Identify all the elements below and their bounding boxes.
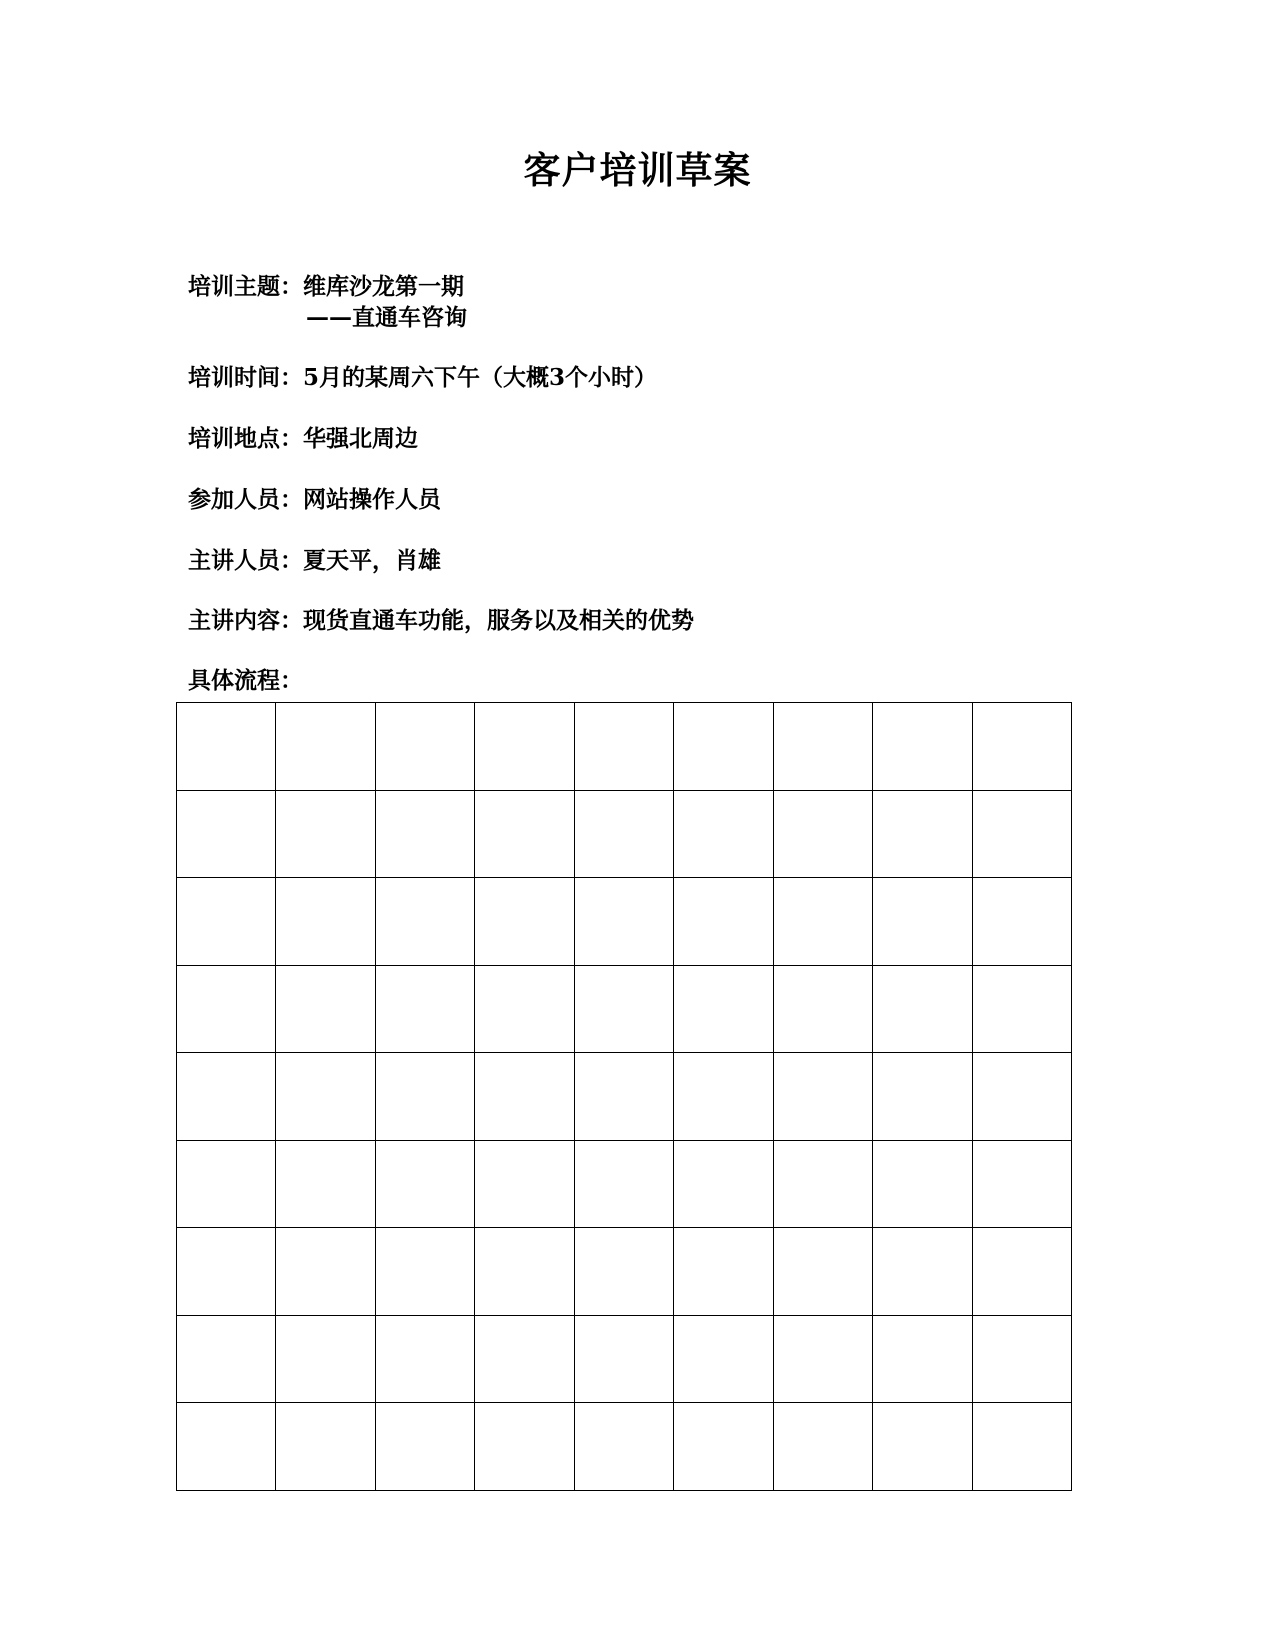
table-cell bbox=[375, 1403, 474, 1491]
table-cell bbox=[276, 1053, 375, 1141]
field-label: 培训时间： bbox=[188, 364, 303, 391]
table-cell bbox=[873, 1403, 972, 1491]
table-cell bbox=[276, 790, 375, 878]
table-cell bbox=[475, 1053, 574, 1141]
table-cell bbox=[475, 1315, 574, 1403]
field-participants bbox=[188, 485, 441, 515]
theme-subtitle: ——直通车咨询 bbox=[306, 304, 467, 331]
table-cell bbox=[375, 965, 474, 1053]
table-cell bbox=[475, 1403, 574, 1491]
table-row bbox=[177, 1053, 1072, 1141]
table-cell bbox=[574, 878, 673, 966]
table-cell bbox=[873, 1140, 972, 1228]
table-row bbox=[177, 1228, 1072, 1316]
table-cell bbox=[674, 1140, 773, 1228]
table-cell bbox=[873, 1315, 972, 1403]
field-value: 现货直通车功能，服务以及相关的优势 bbox=[303, 607, 694, 634]
field-content bbox=[188, 606, 694, 636]
table-cell bbox=[276, 1140, 375, 1228]
field-training-theme bbox=[188, 272, 464, 302]
table-row bbox=[177, 965, 1072, 1053]
table-cell bbox=[574, 1228, 673, 1316]
document-title: 客户培训草案 bbox=[523, 148, 752, 192]
table-cell bbox=[674, 1053, 773, 1141]
field-value: 华强北周边 bbox=[303, 425, 418, 452]
table-cell bbox=[574, 1403, 673, 1491]
table-row bbox=[177, 1315, 1072, 1403]
table-cell bbox=[972, 1140, 1072, 1228]
table-cell bbox=[177, 1315, 276, 1403]
field-label: 主讲内容： bbox=[188, 607, 303, 634]
table-cell bbox=[574, 1315, 673, 1403]
table-cell bbox=[773, 1053, 872, 1141]
table-cell bbox=[972, 1403, 1072, 1491]
table-cell bbox=[475, 790, 574, 878]
field-value: 网站操作人员 bbox=[303, 486, 441, 513]
table-cell bbox=[873, 790, 972, 878]
table-cell bbox=[574, 965, 673, 1053]
table-cell bbox=[177, 965, 276, 1053]
table-cell bbox=[873, 703, 972, 791]
table-cell bbox=[873, 1228, 972, 1316]
table-cell bbox=[773, 1403, 872, 1491]
table-cell bbox=[972, 790, 1072, 878]
table-cell bbox=[773, 790, 872, 878]
table-cell bbox=[177, 1053, 276, 1141]
field-value: 维库沙龙第一期 bbox=[303, 273, 464, 300]
table-cell bbox=[773, 878, 872, 966]
table-cell bbox=[475, 1140, 574, 1228]
table-cell bbox=[574, 1053, 673, 1141]
table-cell bbox=[972, 878, 1072, 966]
table-row bbox=[177, 878, 1072, 966]
table-cell bbox=[674, 965, 773, 1053]
table-cell bbox=[276, 1403, 375, 1491]
field-label: 培训主题： bbox=[188, 273, 303, 300]
table-cell bbox=[674, 878, 773, 966]
table-cell bbox=[773, 1315, 872, 1403]
table-cell bbox=[276, 965, 375, 1053]
field-label: 参加人员： bbox=[188, 486, 303, 513]
table-cell bbox=[773, 1228, 872, 1316]
table-cell bbox=[177, 1403, 276, 1491]
table-cell bbox=[475, 965, 574, 1053]
field-label: 培训地点： bbox=[188, 425, 303, 452]
table-cell bbox=[177, 1140, 276, 1228]
field-label: 主讲人员： bbox=[188, 547, 303, 574]
table-cell bbox=[276, 1315, 375, 1403]
table-cell bbox=[674, 790, 773, 878]
table-row bbox=[177, 703, 1072, 791]
table-cell bbox=[276, 1228, 375, 1316]
process-table-body bbox=[177, 703, 1072, 1491]
table-cell bbox=[674, 703, 773, 791]
table-cell bbox=[375, 1140, 474, 1228]
table-cell bbox=[972, 965, 1072, 1053]
table-cell bbox=[475, 878, 574, 966]
table-cell bbox=[276, 878, 375, 966]
table-cell bbox=[375, 878, 474, 966]
process-table bbox=[176, 702, 1072, 1491]
field-value: 夏天平，肖雄 bbox=[303, 547, 441, 574]
table-cell bbox=[773, 1140, 872, 1228]
table-cell bbox=[375, 1315, 474, 1403]
table-cell bbox=[674, 1403, 773, 1491]
table-cell bbox=[475, 703, 574, 791]
table-cell bbox=[177, 790, 276, 878]
table-cell bbox=[177, 1228, 276, 1316]
table-cell bbox=[972, 1228, 1072, 1316]
table-cell bbox=[475, 1228, 574, 1316]
table-cell bbox=[375, 1053, 474, 1141]
table-cell bbox=[375, 790, 474, 878]
table-cell bbox=[177, 703, 276, 791]
table-cell bbox=[873, 1053, 972, 1141]
table-cell bbox=[972, 703, 1072, 791]
table-cell bbox=[276, 703, 375, 791]
field-value: 5月的某周六下午（大概3个小时） bbox=[303, 364, 658, 391]
table-cell bbox=[375, 703, 474, 791]
table-row bbox=[177, 1403, 1072, 1491]
table-cell bbox=[674, 1315, 773, 1403]
field-training-time bbox=[188, 363, 657, 393]
field-training-location bbox=[188, 424, 418, 454]
table-cell bbox=[177, 878, 276, 966]
table-row bbox=[177, 1140, 1072, 1228]
table-cell bbox=[375, 1228, 474, 1316]
process-label: 具体流程： bbox=[188, 667, 303, 694]
table-cell bbox=[674, 1228, 773, 1316]
table-cell bbox=[574, 790, 673, 878]
table-row bbox=[177, 790, 1072, 878]
table-cell bbox=[873, 878, 972, 966]
table-cell bbox=[574, 703, 673, 791]
table-cell bbox=[773, 965, 872, 1053]
field-speakers bbox=[188, 546, 441, 576]
table-cell bbox=[873, 965, 972, 1053]
table-cell bbox=[972, 1053, 1072, 1141]
table-cell bbox=[972, 1315, 1072, 1403]
table-cell bbox=[773, 703, 872, 791]
table-cell bbox=[574, 1140, 673, 1228]
